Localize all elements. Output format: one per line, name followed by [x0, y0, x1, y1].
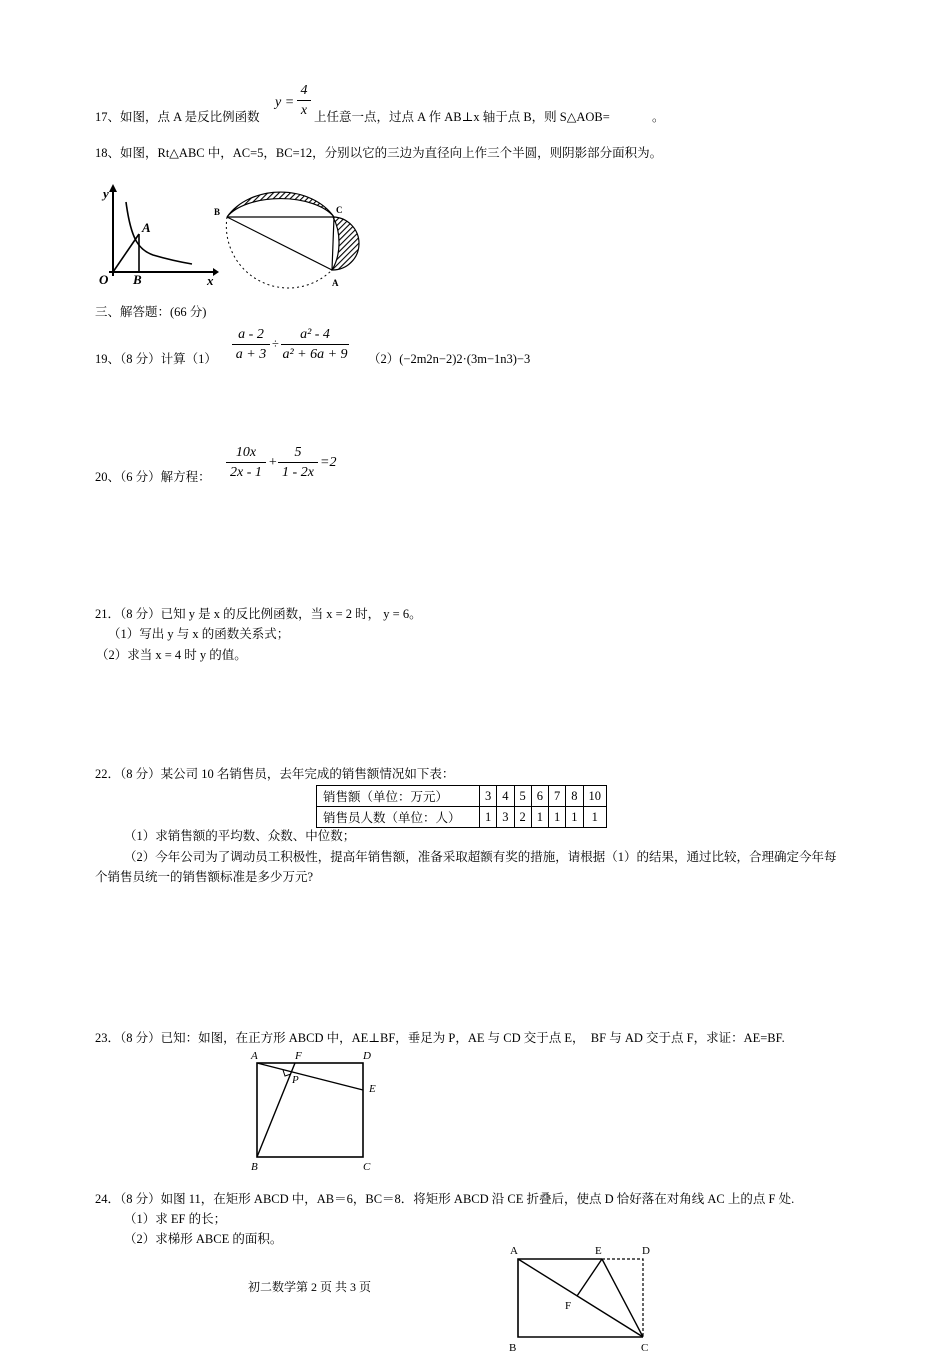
table-cell: 1 — [480, 807, 497, 828]
fig24-label-f: F — [565, 1300, 572, 1312]
table-row — [317, 786, 607, 807]
q24-line3: （2）求梯形 ABCE 的面积。 — [124, 1232, 283, 1246]
fig17-y-arrow — [109, 184, 117, 192]
q19-fraction-2-denominator: a² + 6a + 9 — [282, 347, 348, 363]
q22-part1: （1）求销售额的平均数、众数、中位数； — [124, 829, 356, 843]
fig17-label-b: B — [133, 272, 142, 287]
fig17-hyperbola — [95, 180, 220, 290]
q17-formula-numerator: 4 — [300, 83, 308, 98]
table-cell: 2 — [514, 807, 531, 828]
q20-fraction-1-denominator: 2x - 1 — [230, 465, 262, 481]
table-cell: 5 — [514, 786, 531, 807]
table-cell: 1 — [583, 807, 607, 828]
fig18-label-c: C — [336, 205, 343, 215]
q21-line1: 21．（8 分）已知 y 是 x 的反比例函数，当 x = 2 时， y = 6。 — [95, 607, 422, 621]
fig18-side-ca — [332, 217, 334, 270]
table-cell: 1 — [566, 807, 583, 828]
table-cell: 1 — [531, 807, 548, 828]
fig24-label-a: A — [510, 1245, 518, 1257]
q20-fraction-2 — [278, 445, 318, 481]
fig18-side-ab — [227, 217, 332, 270]
q19-fraction-2 — [281, 327, 349, 363]
fig23-label-d: D — [363, 1050, 371, 1062]
fig23-label-e: E — [369, 1083, 376, 1095]
q17-text-before: 17、如图，点 A 是反比例函数 — [95, 110, 260, 124]
q20-fraction-1 — [226, 445, 266, 481]
q17-formula-lhs: y = — [275, 95, 295, 110]
fig18-shaded-right — [332, 217, 359, 270]
fig24-segment-ef — [577, 1259, 602, 1296]
q19-fraction-2-numerator: a² - 4 — [300, 327, 330, 342]
fig23-label-p: P — [292, 1074, 299, 1086]
q20-plus-sign: + — [268, 455, 278, 470]
table-cell: 7 — [549, 786, 566, 807]
fig23-label-a: A — [251, 1050, 258, 1062]
q19-prefix: 19、（8 分）计算（1） — [95, 352, 217, 366]
fig18-label-b: B — [214, 207, 221, 217]
table-cell: 6 — [531, 786, 548, 807]
q24-line1: 24．（8 分）如图 11，在矩形 ABCD 中，AB＝6，BC＝8．将矩形 ABCD 沿 CE 折叠后，使点 D 恰好落在对角线 AC 上的点 F 处. — [95, 1192, 795, 1206]
fraction-bar — [281, 344, 349, 345]
fig17-label-o: O — [99, 272, 109, 287]
fig24-label-d: D — [642, 1245, 650, 1257]
q20-fraction-2-denominator: 1 - 2x — [282, 465, 314, 481]
q21-line2: （1）写出 y 与 x 的函数关系式； — [108, 627, 290, 641]
table-cell: 3 — [497, 807, 514, 828]
table-cell: 3 — [480, 786, 497, 807]
fig18-large-semicircle — [226, 217, 332, 288]
section3-title: 三、解答题：(66 分) — [95, 305, 207, 319]
fig24-diagonal-ac — [518, 1259, 643, 1337]
fig17-label-y: y — [103, 186, 109, 201]
q19-fraction-1-denominator: a + 3 — [235, 347, 267, 363]
q17-formula-denominator: x — [300, 103, 308, 119]
q19-part2: （2）(−2m2n−2)2·(3m−1n3)−3 — [368, 352, 531, 366]
fig23-label-b: B — [251, 1161, 258, 1173]
fraction-bar — [297, 100, 311, 101]
fig23-segment-bf — [257, 1063, 295, 1157]
fig18-semicircles — [210, 165, 370, 290]
q23-text: 23．（8 分）已知：如图，在正方形 ABCD 中，AE⊥BF，垂足为 P，AE 与 CD 交于点 E， BF 与 AD 交于点 F，求证：AE=BF. — [95, 1031, 785, 1045]
q21-line3: （2）求当 x = 4 时 y 的值。 — [96, 648, 247, 662]
fig23-label-f: F — [295, 1050, 302, 1062]
fig24-label-b: B — [509, 1342, 517, 1353]
q22-intro: 22．（8 分）某公司 10 名销售员，去年完成的销售额情况如下表： — [95, 767, 455, 781]
fig17-segment-oa — [113, 234, 139, 272]
fig23-segment-ae — [257, 1063, 363, 1090]
table-cell: 8 — [566, 786, 583, 807]
q20-rhs: =2 — [320, 455, 337, 470]
q19-fraction-1 — [232, 327, 270, 363]
fig18-label-a: A — [332, 278, 339, 288]
q19-fraction-1-numerator: a - 2 — [238, 327, 264, 342]
fig18-shaded-top — [227, 192, 334, 217]
table-row-header: 销售额（单位：万元） — [317, 786, 480, 807]
fig24-label-c: C — [641, 1342, 649, 1353]
fraction-bar — [278, 462, 318, 463]
page-footer: 初二数学第 2 页 共 3 页 — [248, 1280, 372, 1294]
q22-part2-line2: 个销售员统一的销售额标准是多少万元? — [95, 870, 314, 884]
table-row — [317, 807, 607, 828]
q20-fraction-2-numerator: 5 — [294, 445, 302, 460]
fig17-label-a: A — [142, 220, 151, 235]
fig23-square — [245, 1046, 385, 1174]
q24-line2: （1）求 EF 的长； — [124, 1212, 227, 1226]
table-cell: 1 — [549, 807, 566, 828]
fig23-label-c: C — [363, 1161, 371, 1173]
q17-text-end: 。 — [652, 110, 665, 124]
table-row-header: 销售员人数（单位：人） — [317, 807, 480, 828]
fraction-bar — [232, 344, 270, 345]
q19-divide-sign: ÷ — [272, 337, 279, 351]
fig24-rectangle — [502, 1240, 662, 1353]
q22-part2-line1: （2）今年公司为了调动员工积极性，提高年销售额，准备采取超额有奖的措施，请根据（1）的结果，通过比较，合理确定今年每 — [124, 850, 837, 864]
q20-prefix: 20、（6 分）解方程： — [95, 470, 211, 484]
table-cell: 10 — [583, 786, 607, 807]
q17-text-after: 上任意一点，过点 A 作 AB⊥x 轴于点 B，则 S△AOB= — [314, 110, 610, 124]
fig17-curve — [126, 202, 192, 264]
fraction-bar — [226, 462, 266, 463]
fig24-label-e: E — [595, 1245, 602, 1257]
table-cell: 4 — [497, 786, 514, 807]
q18-text: 18、如图，Rt△ABC 中，AC=5，BC=12，分别以它的三边为直径向上作三个半圆，则阴影部分面积为。 — [95, 146, 663, 160]
fig24-segment-ce — [602, 1259, 643, 1337]
fig17-label-x: x — [207, 273, 214, 288]
q20-fraction-1-numerator: 10x — [235, 445, 257, 460]
q17-formula-fraction — [297, 83, 311, 119]
sales-table — [316, 785, 607, 828]
